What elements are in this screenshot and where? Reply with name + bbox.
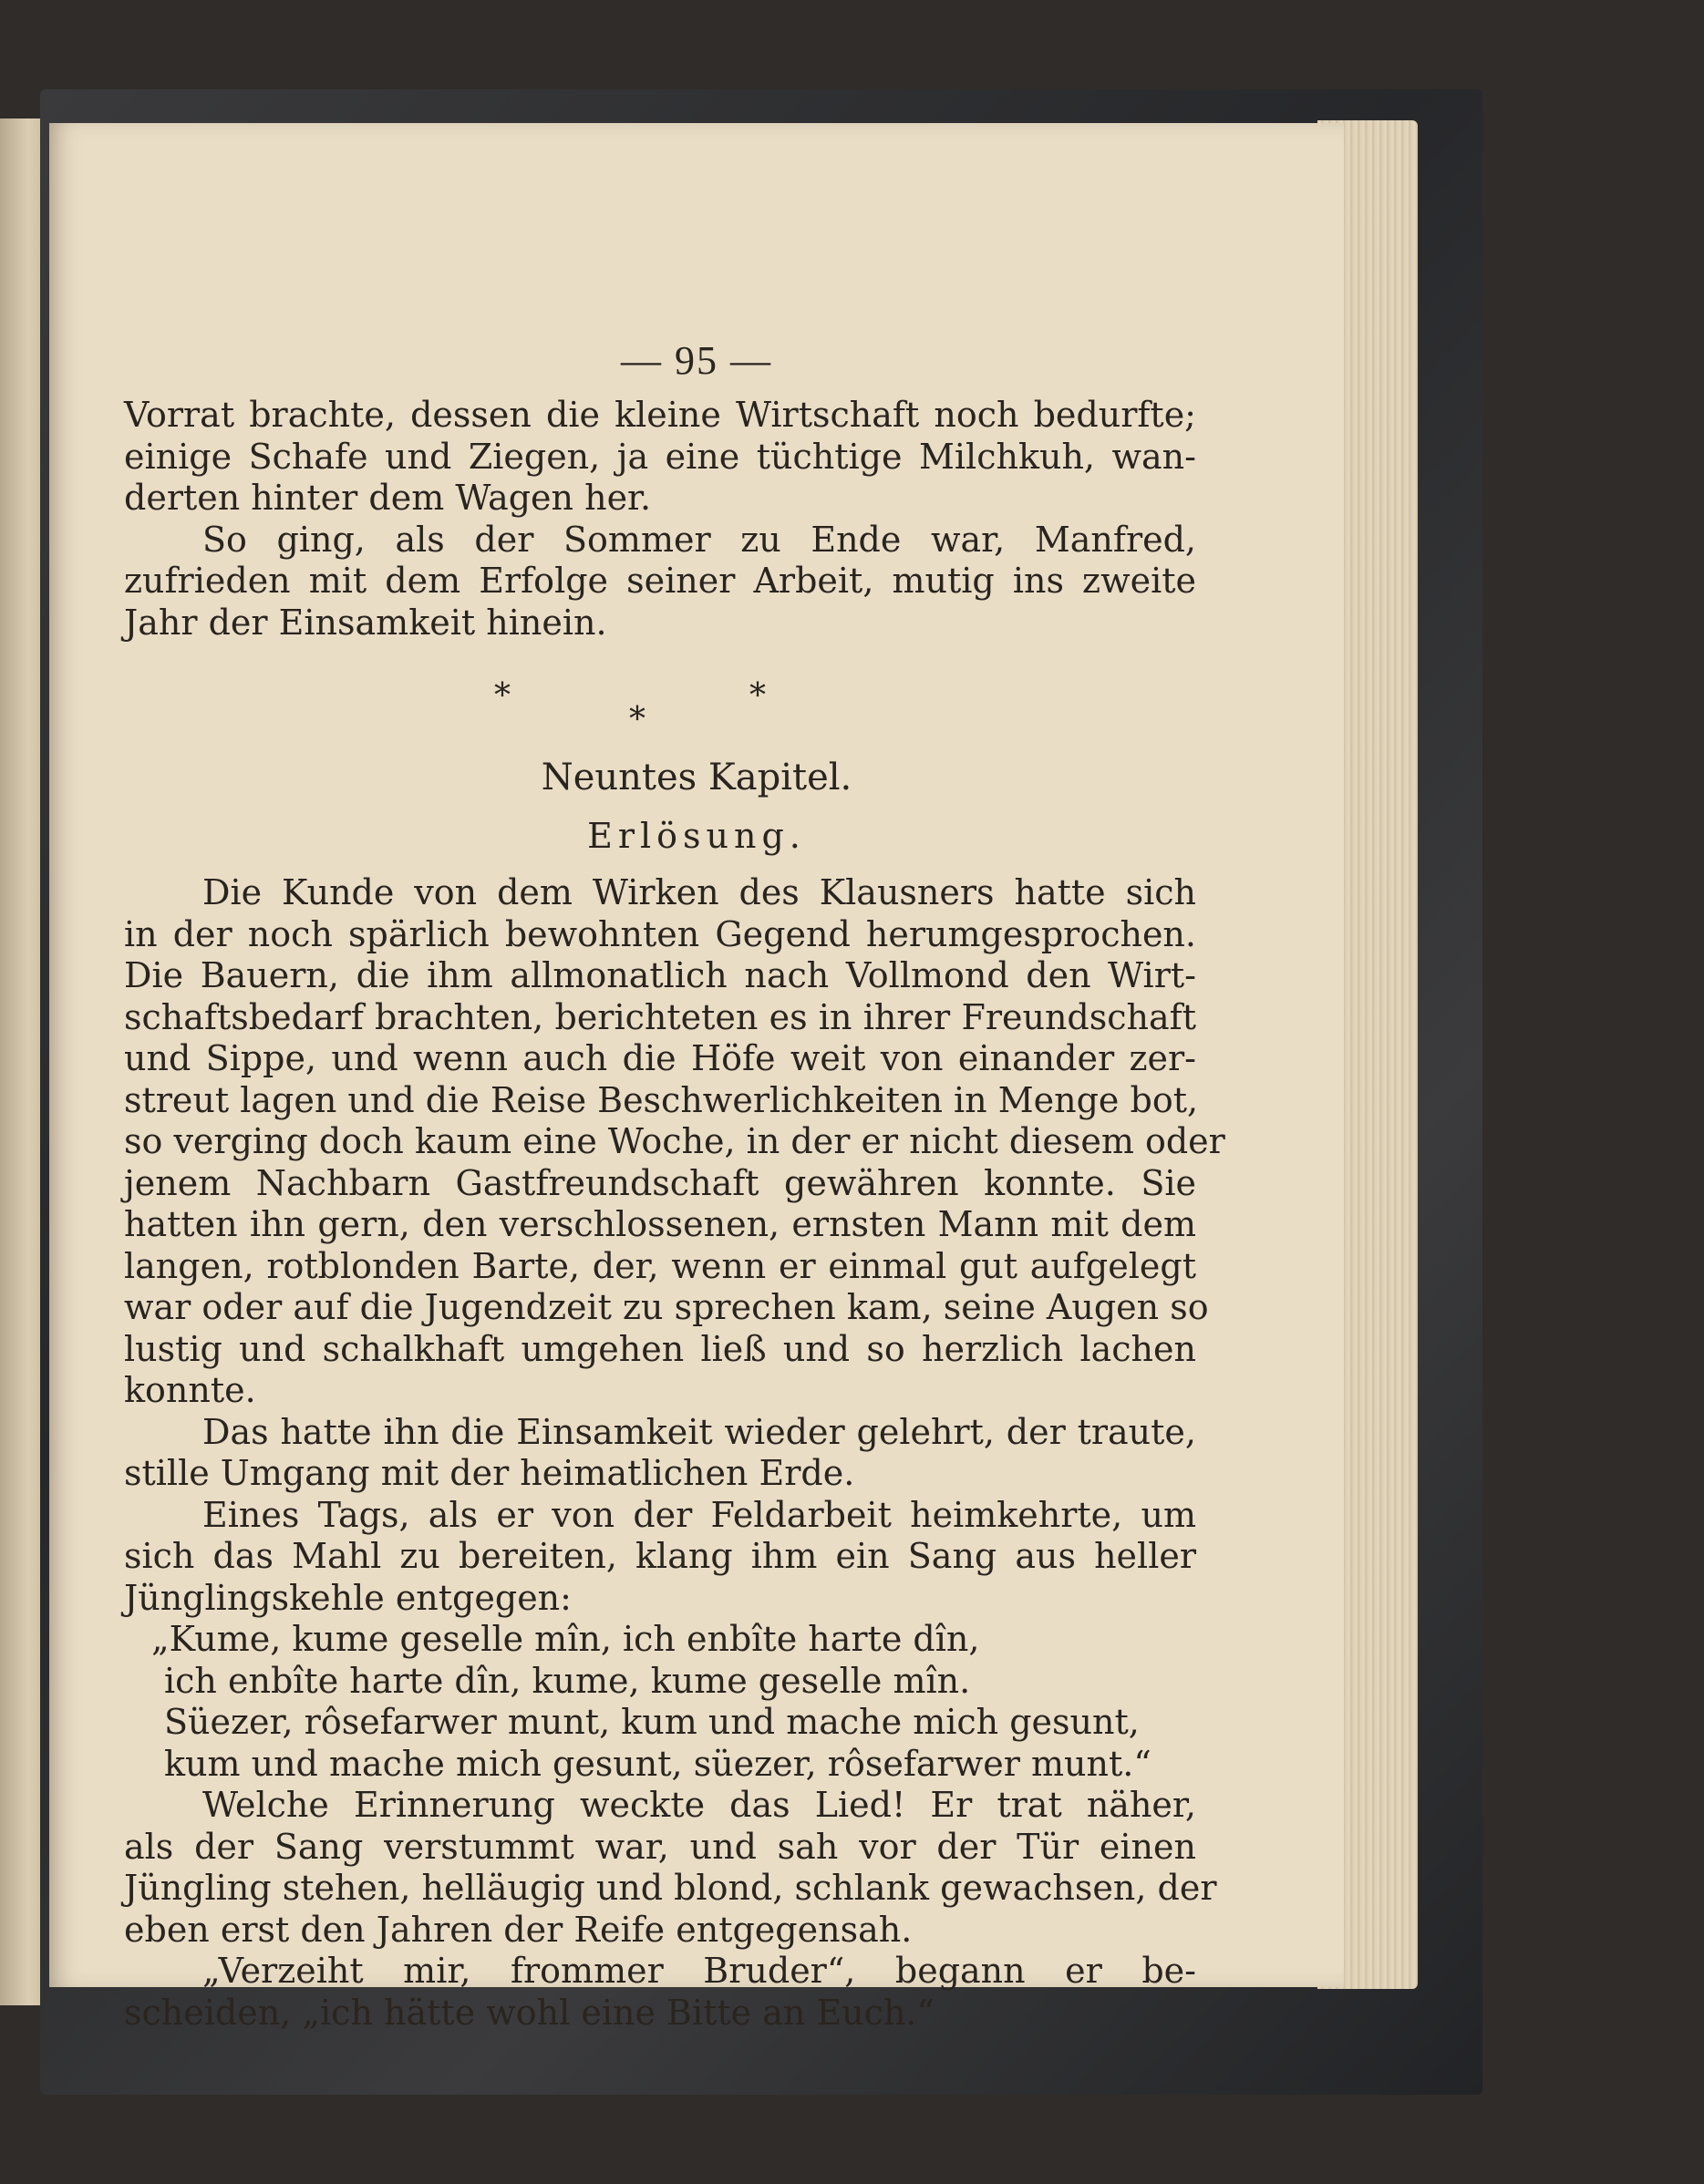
verse-line: ich enbîte harte dîn, kume, kume geselle mîn.: [164, 1660, 971, 1701]
separator-star: *: [494, 677, 511, 715]
text-line: einige Schafe und Ziegen, ja eine tüchtige Milchkuh, wan-: [124, 436, 1196, 477]
text-line: „Verzeiht mir, frommer Bruder“, begann er be-: [202, 1951, 1196, 1991]
page-number: — 95 —: [621, 338, 772, 383]
text-line: schaftsbedarf brachten, berichteten es in ihrer Freundschaft: [124, 996, 1196, 1037]
text-line: Jünglingskehle entgegen:: [124, 1577, 572, 1618]
top-text-block: [124, 395, 1196, 644]
text-line: konnte.: [124, 1370, 256, 1410]
text-line: sich das Mahl zu bereiten, klang ihm ein Sang aus heller: [124, 1536, 1196, 1576]
separator-star: *: [749, 677, 766, 715]
chapter-title: Neuntes Kapitel.: [541, 757, 852, 798]
text-line: derten hinter dem Wagen her.: [124, 478, 652, 518]
text-line: scheiden, „ich hätte wohl eine Bitte an Euch.“: [124, 1992, 935, 2033]
text-line: zufrieden mit dem Erfolge seiner Arbeit, mutig ins zweite: [124, 561, 1196, 601]
text-line: hatten ihn gern, den verschlossenen, ernsten Mann mit dem: [124, 1204, 1196, 1244]
text-line: so verging doch kaum eine Woche, in der er nicht diesem oder: [124, 1121, 1225, 1161]
text-line: Eines Tags, als er von der Feldarbeit heimkehrte, um: [202, 1494, 1196, 1535]
text-line: stille Umgang mit der heimatlichen Erde.: [124, 1453, 855, 1493]
text-line: und Sippe, und wenn auch die Höfe weit von einander zer-: [124, 1038, 1196, 1078]
text-line: Jahr der Einsamkeit hinein.: [124, 602, 607, 643]
book-page: [49, 123, 1344, 2033]
verse-line: „Kume, kume geselle mîn, ich enbîte harte dîn,: [151, 1619, 980, 1659]
text-line: als der Sang verstummt war, und sah vor der Tür einen: [124, 1826, 1196, 1867]
text-line: in der noch spärlich bewohnten Gegend herumgesprochen.: [124, 913, 1196, 954]
verse-line: kum und mache mich gesunt, süezer, rôsefarwer munt.“: [164, 1743, 1151, 1784]
chapter-subtitle: Erlösung.: [587, 816, 806, 856]
text-line: langen, rotblonden Barte, der, wenn er einmal gut aufgelegt: [124, 1245, 1196, 1286]
text-line: Die Bauern, die ihm allmonatlich nach Vollmond den Wirt-: [124, 955, 1196, 995]
section-separator: [49, 677, 1344, 741]
text-line: Jüngling stehen, helläugig und blond, schlank gewachsen, der: [124, 1868, 1217, 1908]
text-line: war oder auf die Jugendzeit zu sprechen kam, seine Augen so: [124, 1287, 1209, 1327]
verse-line: Süezer, rôsefarwer munt, kum und mache mich gesunt,: [164, 1702, 1140, 1742]
text-line: lustig und schalkhaft umgehen ließ und so herzlich lachen: [124, 1328, 1196, 1369]
text-line: eben erst den Jahren der Reife entgegensah.: [124, 1909, 913, 1950]
text-line: jenem Nachbarn Gastfreundschaft gewähren konnte. Sie: [124, 1162, 1196, 1203]
text-line: Das hatte ihn die Einsamkeit wieder gelehrt, der traute,: [202, 1411, 1196, 1452]
text-line: Vorrat brachte, dessen die kleine Wirtschaft noch bedurfte;: [124, 395, 1196, 435]
text-line: streut lagen und die Reise Beschwerlichkeiten in Menge bot,: [124, 1079, 1199, 1120]
separator-star: *: [629, 701, 645, 738]
text-line: Welche Erinnerung weckte das Lied! Er trat näher,: [202, 1785, 1196, 1825]
body-text-block: [124, 872, 1225, 2034]
text-line: So ging, als der Sommer zu Ende war, Manfred,: [202, 519, 1196, 560]
text-line: Die Kunde von dem Wirken des Klausners hatte sich: [202, 872, 1196, 912]
